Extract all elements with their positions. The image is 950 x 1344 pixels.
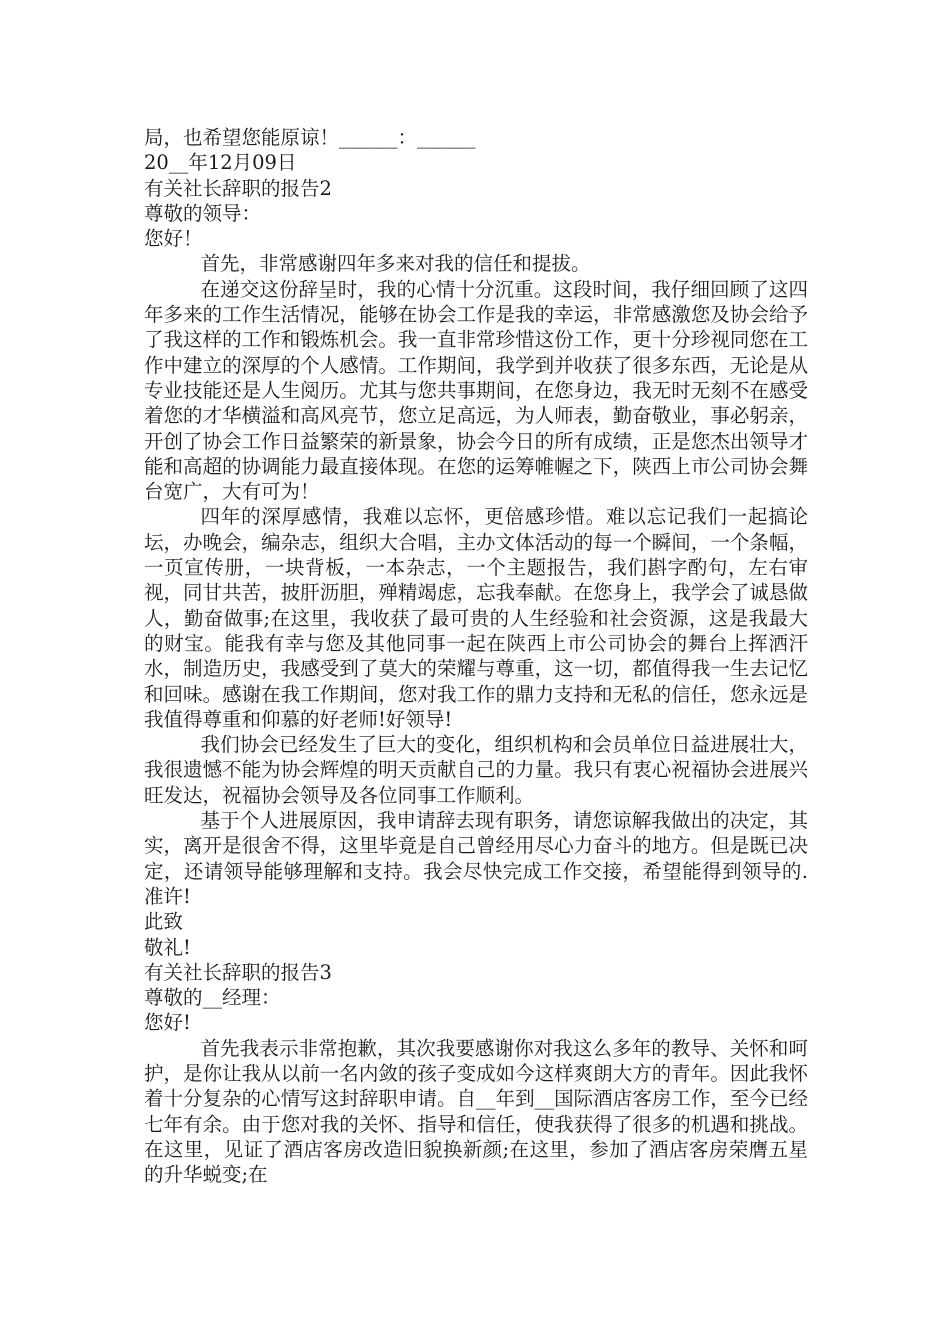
report-3-title: 有关社长辞职的报告3 — [144, 960, 332, 984]
report-2-closing-2: 敬礼! — [144, 935, 191, 959]
report-3-paragraph-1: 首先我表示非常抱歉，其次我要感谢你对我这么多年的教导、关怀和呵护，是你让我从以前一名内敛的孩子变成如今这样爽朗大方的青年。因此我怀着十分复杂的心情写这封辞职申请。自__年到__国际酒店客房工作，至今已经七年有余。由于您对我的关怀、指导和信任，使我获得了很多的机遇和挑战。在这里，见证了酒店客房改造旧貌换新颜;在这里，参加了酒店客房荣膺五星的升华蜕变;在 — [144, 1036, 808, 1187]
report-2-greeting: 您好！ — [144, 227, 203, 251]
report-2-paragraph-5: 基于个人进展原因，我申请辞去现有职务，请您谅解我做出的决定，其实，离开是很舍不得，这里毕竟是自己曾经用尽心力奋斗的地方。但是既已决定，还请领导能够理解和支持。我会尽快完成工作交接，希望能得到领导的.准许! — [144, 809, 808, 908]
report-2-closing-1: 此致 — [144, 910, 184, 934]
report-2-title: 有关社长辞职的报告2 — [144, 176, 332, 200]
report-2-paragraph-4: 我们协会已经发生了巨大的变化，组织机构和会员单位日益进展壮大，我很遗憾不能为协会辉煌的明天贡献自己的力量。我只有衷心祝福协会进展兴旺发达，祝福协会领导及各位同事工作顺利。 — [144, 733, 808, 807]
report-2-paragraph-1: 首先，非常感谢四年多来对我的信任和提拔。 — [200, 252, 591, 276]
report-3-greeting: 您好! — [144, 1011, 191, 1035]
report-2-paragraph-2: 在递交这份辞呈时，我的心情十分沉重。这段时间，我仔细回顾了这四年多来的工作生活情况，能够在协会工作是我的幸运，非常感激您及协会给予了我这样的工作和锻炼机会。我一直非常珍惜这份工作，更十分珍视同您在工作中建立的深厚的个人感情。工作期间，我学到并收获了很多东西，无论是从专业技能还是人生阅历。尤其与您共事期间，在您身边，我无时无刻不在感受着您的才华横溢和高风亮节，您立足高远，为人师表，勤奋敬业，事必躬亲，开创了协会工作日益繁荣的新景象，协会今日的所有成绩，正是您杰出领导才能和高超的协调能力最直接体现。在您的运筹帷幄之下，陕西上市公司协会舞台宽广，大有可为！ — [144, 277, 808, 504]
report-2-salutation: 尊敬的领导： — [144, 201, 262, 225]
report-3-salutation: 尊敬的__经理： — [144, 986, 281, 1010]
letter-date: 20__年12月09日 — [144, 151, 297, 175]
continuation-line: 局，也希望您能原谅！______：______ — [144, 126, 476, 149]
document-body — [144, 125, 808, 1187]
report-2-paragraph-3: 四年的深厚感情，我难以忘怀，更倍感珍惜。难以忘记我们一起搞论坛，办晚会，编杂志，组织大合唱，主办文体活动的每一个瞬间，一个条幅，一页宣传册，一块背板，一本杂志，一个主题报告，我们斟字酌句，左右审视，同甘共苦，披肝沥胆，殚精竭虑，忘我奉献。在您身上，我学会了诚恳做人，勤奋做事;在这里，我收获了最可贵的人生经验和社会资源，这是我最大的财宝。能我有幸与您及其他同事一起在陕西上市公司协会的舞台上挥洒汗水，制造历史，我感受到了莫大的荣耀与尊重，这一切，都值得我一生去记忆和回味。感谢在我工作期间，您对我工作的鼎力支持和无私的信任，您永远是我值得尊重和仰慕的好老师!好领导! — [144, 505, 808, 731]
